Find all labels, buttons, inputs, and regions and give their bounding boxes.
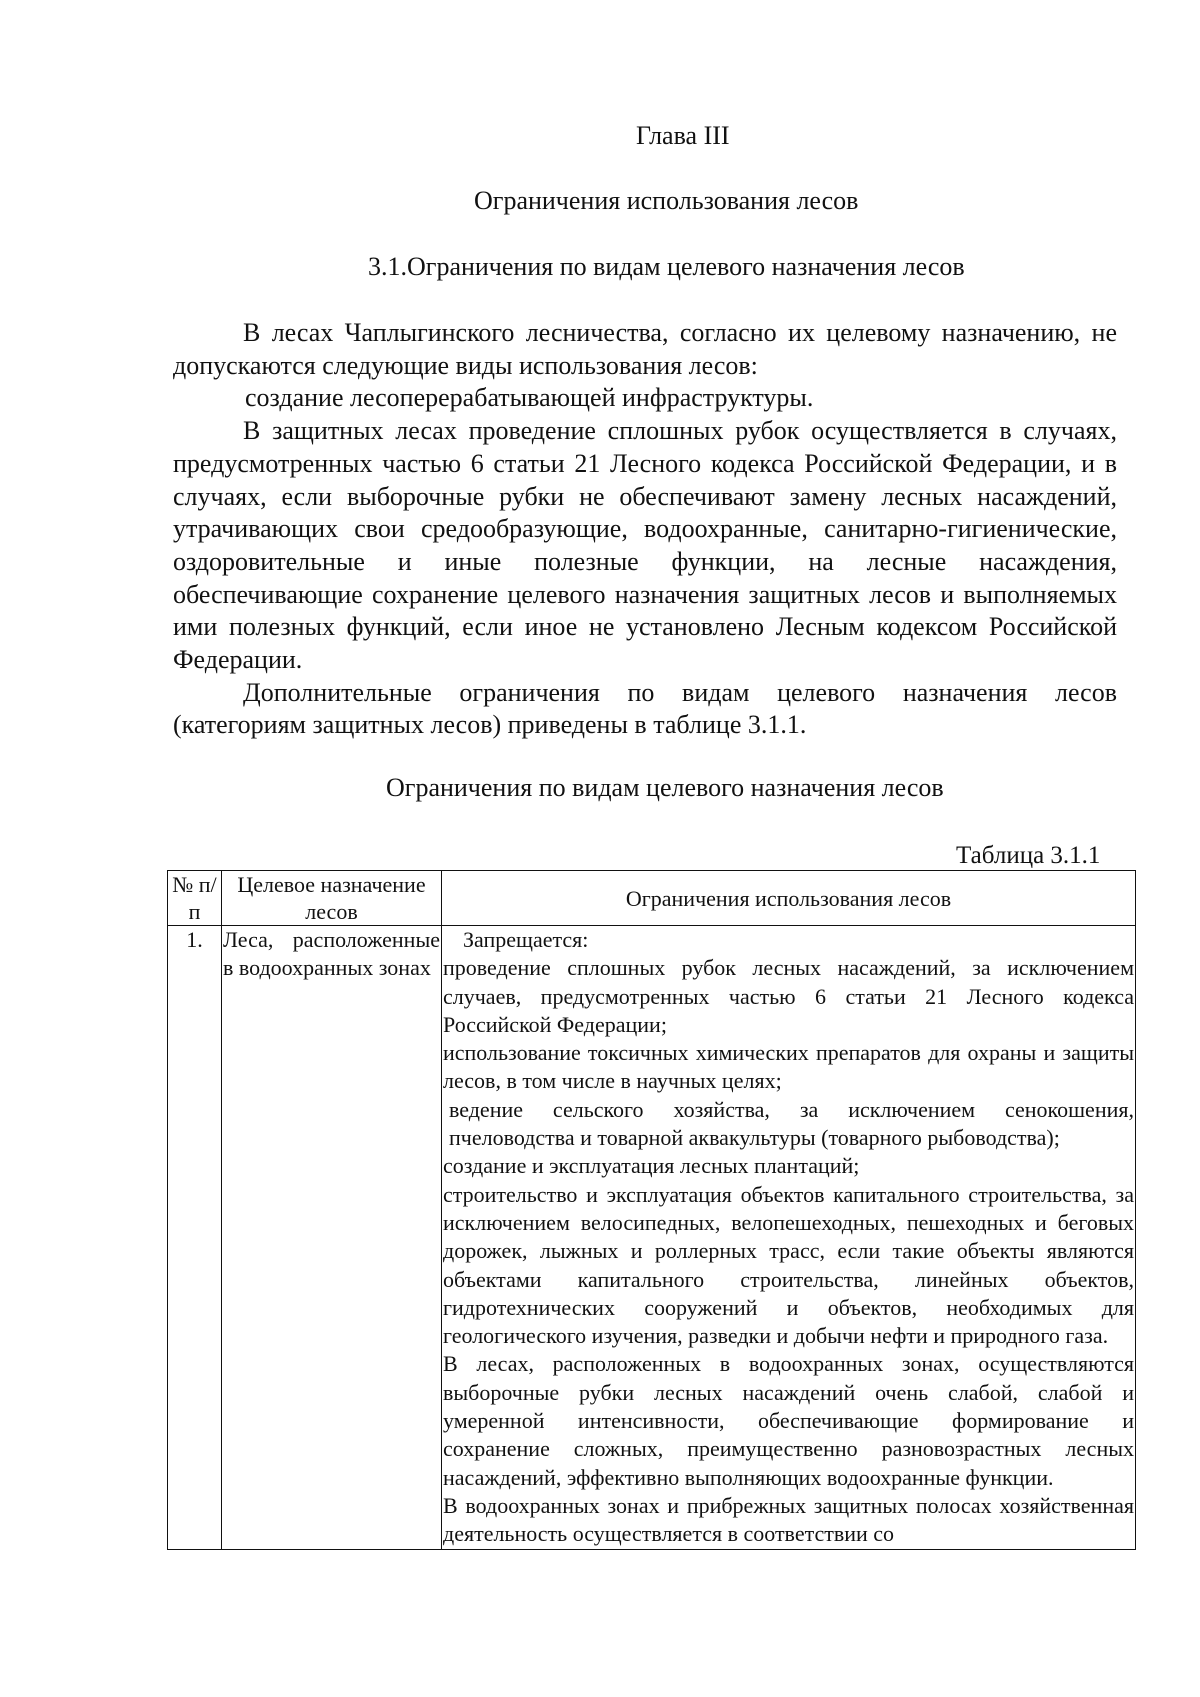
header-num: № п/п (168, 871, 222, 926)
restriction-lead: Запрещается: (463, 927, 589, 952)
body-text (173, 317, 1117, 742)
restriction-item: создание и эксплуатация лесных плантаций; (443, 1153, 860, 1179)
row-restrictions (442, 926, 1136, 1550)
header-purpose: Целевое назначение лесов (222, 871, 442, 926)
row-num: 1. (168, 926, 222, 1550)
restriction-item: проведение сплошных рубок лесных насаждений, за исключением случаев, предусмотренных частью 6 статьи 21 Лесного кодекса Российской Федерации; (443, 955, 1134, 1037)
paragraph-3: В защитных лесах проведение сплошных рубок осуществляется в случаях, предусмотренных частью 6 статьи 21 Лесного кодекса Российской Федерации, и в случаях, если выборочные рубки не обеспечивают замену лесных насаждений, утрачивающих свои средообразующие, водоохранные, санитарно-гигиенические, оздоровительные и иные полезные функции, на лесные насаждения, обеспечивающие сохранение целевого назначения защитных лесов и выполняемых ими полезных функций, если иное не установлено Лесным кодексом Российской Федерации. (173, 416, 1117, 675)
restriction-note: В водоохранных зонах и прибрежных защитных полосах хозяйственная деятельность осуществляется в соответствии со (443, 1492, 1134, 1547)
row-purpose: Леса, расположенные в водоохранных зонах (222, 926, 442, 1550)
paragraph-1: В лесах Чаплыгинского лесничества, согласно их целевому назначению, не допускаются следующие виды использования лесов: (173, 318, 1117, 380)
restrictions-table (167, 870, 1136, 1550)
table-header-row (168, 871, 1136, 926)
restriction-note: В лесах, расположенных в водоохранных зонах, осуществляются выборочные рубки лесных насаждений очень слабой, слабой и умеренной интенсивности, обеспечивающие формирование и сохранение сложных, преимущественно разновозрастных лесных насаждений, эффективно выполняющих водоохранные функции. (443, 1351, 1134, 1490)
table-row (168, 926, 1136, 1550)
chapter-title: Ограничения использования лесов (474, 186, 859, 215)
restriction-item: использование токсичных химических препаратов для охраны и защиты лесов, в том числе в научных целях; (443, 1040, 1134, 1094)
restriction-item: ведение сельского хозяйства, за исключением сенокошения, пчеловодства и товарной аквакультуры (товарного рыбоводства); (449, 1096, 1134, 1151)
section-title: 3.1.Ограничения по видам целевого назначения лесов (368, 252, 965, 281)
table-title: Ограничения по видам целевого назначения лесов (386, 773, 944, 802)
header-restrictions: Ограничения использования лесов (442, 871, 1136, 926)
paragraph-2: создание лесоперерабатывающей инфраструктуры. (245, 383, 814, 413)
table-number: Таблица 3.1.1 (956, 842, 1101, 869)
paragraph-4: Дополнительные ограничения по видам целевого назначения лесов (категориям защитных лесов) приведены в таблице 3.1.1. (173, 677, 1117, 740)
chapter-heading: Глава III (636, 121, 730, 150)
restriction-item: строительство и эксплуатация объектов капитального строительства, за исключением велосипедных, велопешеходных, пешеходных и беговых дорожек, лыжных и роллерных трасс, если такие объекты являются объектами капитального строительства, линейных объектов, гидротехнических сооружений и объектов, необходимых для геологического изучения, разведки и добычи нефти и природного газа. (443, 1181, 1134, 1349)
